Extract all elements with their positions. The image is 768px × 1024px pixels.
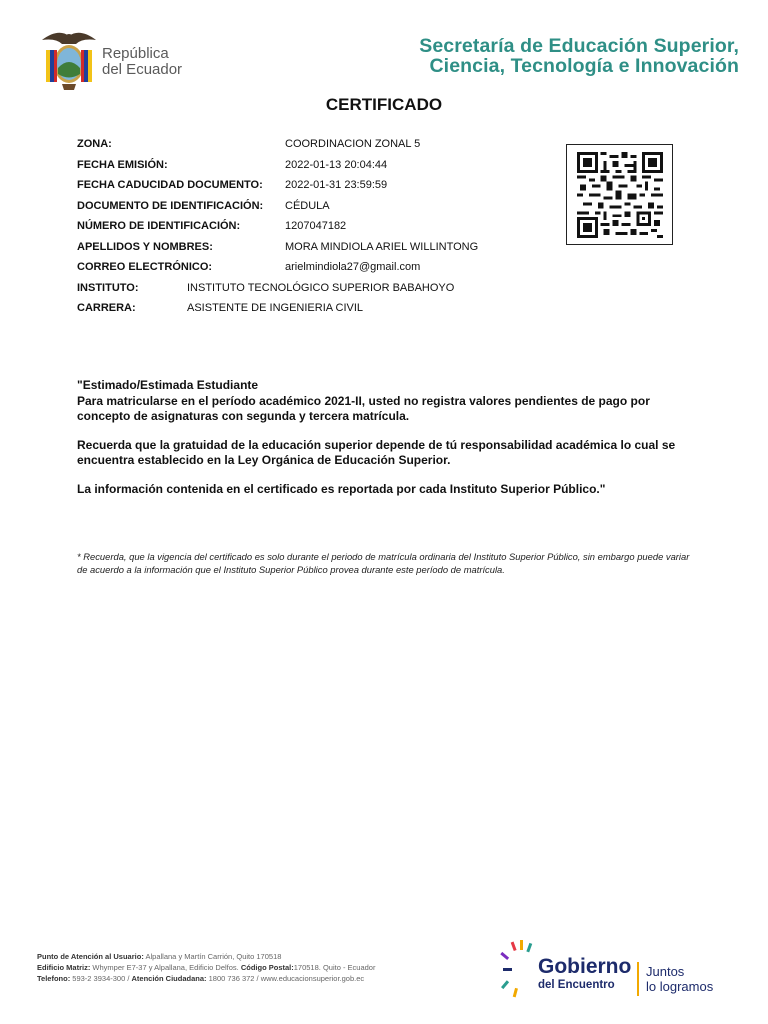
secretariat-title xyxy=(419,36,739,76)
field-row xyxy=(77,239,547,260)
footer-value: 1800 736 372 / www.educacionsuperior.gob.ec xyxy=(206,974,365,983)
footer-label: Edificio Matriz: xyxy=(37,963,91,972)
field-value: 1207047182 xyxy=(285,220,347,232)
field-label: CORREO ELECTRÓNICO: xyxy=(77,261,213,273)
field-value: 2022-01-13 20:04:44 xyxy=(285,158,388,171)
footer-line-2 xyxy=(37,962,375,973)
message-paragraph-1: Para matricularse en el período académico 2021-II, usted no registra valores pendientes de pago por concepto de asignaturas con segunda y tercera matrícula. xyxy=(77,393,650,423)
footer-line-1 xyxy=(37,951,375,962)
field-value: MORA MINDIOLA ARIEL WILLINTONG xyxy=(285,240,479,253)
gobierno-logo-sub: del Encuentro xyxy=(538,979,615,991)
tagline-line-1: Juntos xyxy=(646,964,685,979)
secretariat-line-2: Ciencia, Tecnología e Innovación xyxy=(429,55,739,77)
message-paragraph-2: Recuerda que la gratuidad de la educación superior depende de tú responsabilidad académica lo cual se encuentra establecido en la Ley Orgánica de Educación Superior. xyxy=(77,437,676,467)
footer-contact xyxy=(37,951,375,984)
field-label: NÚMERO DE IDENTIFICACIÓN: xyxy=(77,220,241,232)
gobierno-logo-word: Gobierno xyxy=(538,955,632,978)
qr-code-frame xyxy=(566,144,673,245)
tagline xyxy=(646,965,713,994)
footer-label: Punto de Atención al Usuario: xyxy=(37,952,144,961)
validity-note: * Recuerda, que la vigencia del certificado es solo durante el periodo de matrícula ordinaria del Instituto Superior Público, sin embargo puede variar de acuerdo a la información que el Instituto Superior Público provea durante este período de matrícula. xyxy=(77,551,690,575)
republic-line-1: República xyxy=(102,45,169,62)
field-value: INSTITUTO TECNOLÓGICO SUPERIOR BABAHOYO xyxy=(187,281,455,294)
page-title: CERTIFICADO xyxy=(325,95,443,114)
field-row xyxy=(77,218,547,239)
field-row xyxy=(77,177,547,198)
field-label: INSTITUTO: xyxy=(77,281,139,294)
republic-line-2: del Ecuador xyxy=(102,61,183,78)
field-label: ZONA: xyxy=(77,138,112,150)
footer-value: 593-2 3934-300 / xyxy=(70,974,132,983)
logo-divider xyxy=(637,962,639,996)
field-label: DOCUMENTO DE IDENTIFICACIÓN: xyxy=(77,199,264,212)
field-value: ASISTENTE DE INGENIERIA CIVIL xyxy=(187,302,364,314)
footer-line-3 xyxy=(37,973,375,984)
sunburst-logo-icon xyxy=(500,940,540,998)
message-greeting: "Estimado/Estimada Estudiante xyxy=(77,378,259,392)
field-value: arielmindiola27@gmail.com xyxy=(285,261,421,273)
field-label: APELLIDOS Y NOMBRES: xyxy=(77,240,213,253)
field-value: COORDINACION ZONAL 5 xyxy=(285,138,421,150)
secretariat-line-1: Secretaría de Educación Superior, xyxy=(419,35,739,57)
field-row xyxy=(77,136,547,157)
field-row xyxy=(77,157,547,178)
field-label: FECHA CADUCIDAD DOCUMENTO: xyxy=(77,179,263,191)
field-row xyxy=(77,259,547,280)
field-row xyxy=(77,280,547,301)
page-header xyxy=(0,22,768,92)
footer-label: Telefono: xyxy=(37,974,71,983)
field-label: CARRERA: xyxy=(77,302,136,314)
gobierno-logo xyxy=(500,940,740,1000)
footer-value: Alpallana y Martín Carrión, Quito 170518 xyxy=(143,952,282,961)
republic-logo-text xyxy=(102,46,182,78)
certificate-fields xyxy=(77,136,547,321)
field-value: 2022-01-31 23:59:59 xyxy=(285,179,388,191)
field-label: FECHA EMISIÓN: xyxy=(77,158,168,171)
field-value: CÉDULA xyxy=(285,199,330,212)
field-row xyxy=(77,300,547,321)
coat-of-arms-icon xyxy=(38,26,100,92)
qr-code-icon xyxy=(577,152,663,238)
field-row xyxy=(77,198,547,219)
footer-value: 170518. Quito - Ecuador xyxy=(293,963,376,972)
footer-label: Atención Ciudadana: xyxy=(131,974,207,983)
footer-label: Código Postal: xyxy=(240,963,294,972)
footer-value: Whymper E7-37 y Alpallana, Edificio Delfos. xyxy=(90,963,241,972)
tagline-line-2: lo logramos xyxy=(646,978,714,994)
message-paragraph-3: La información contenida en el certificado es reportada por cada Instituto Superior Público." xyxy=(77,481,606,496)
message-body xyxy=(77,378,697,510)
